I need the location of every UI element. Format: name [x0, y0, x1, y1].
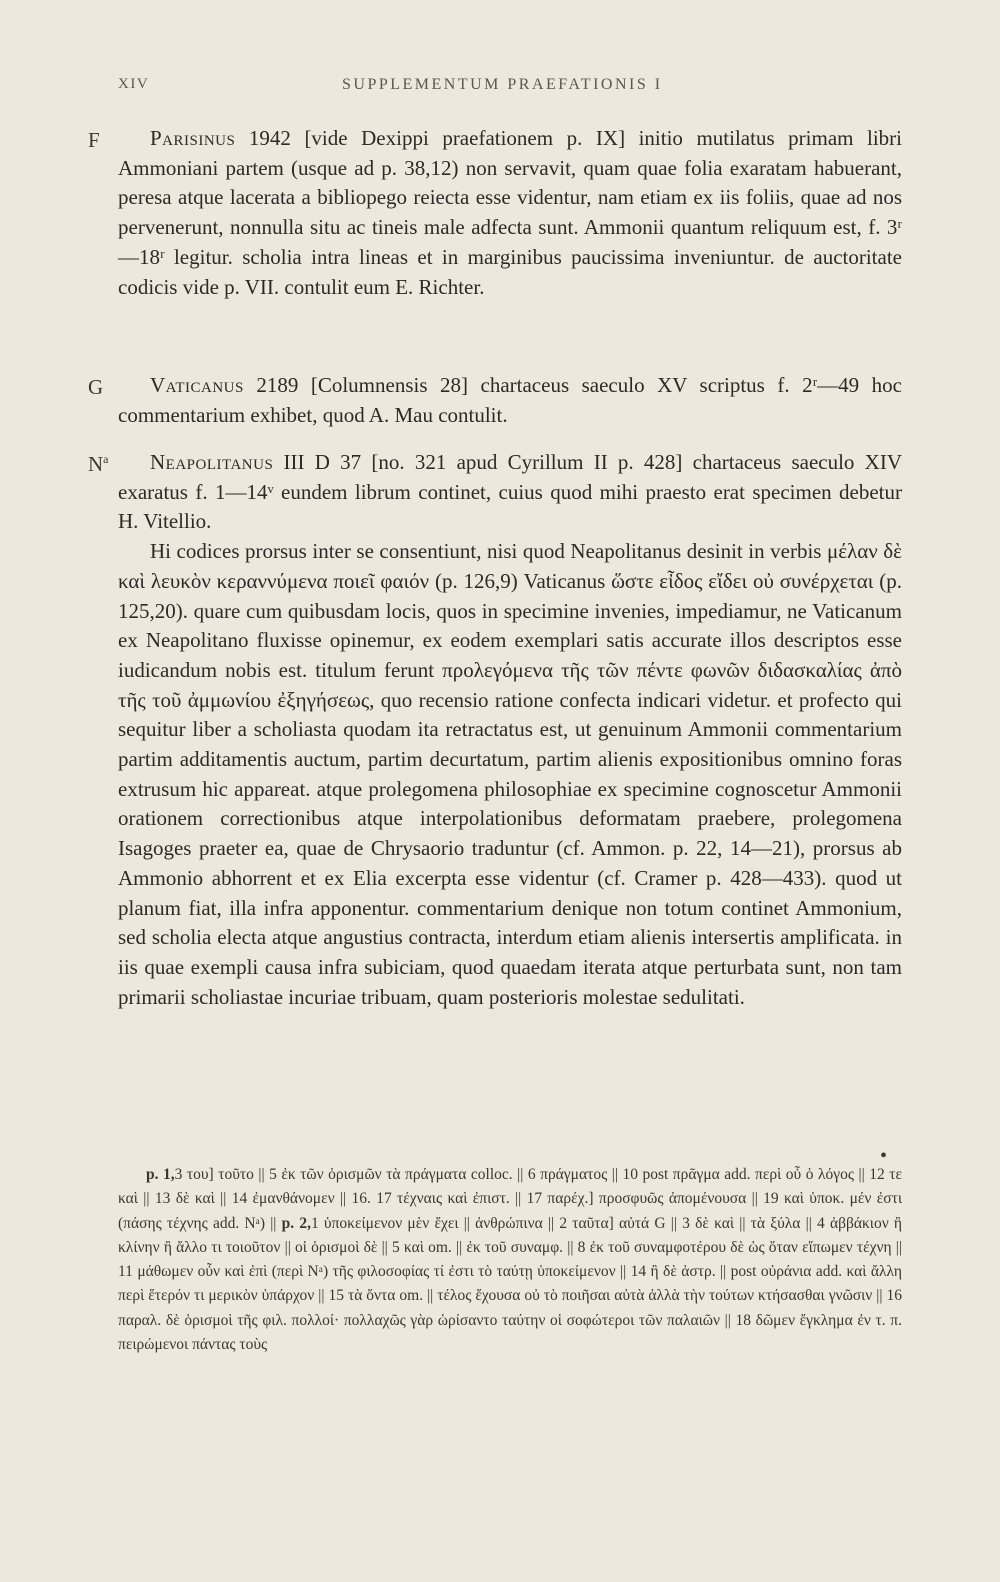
apparatus-page-1-label: p. 1, [146, 1166, 175, 1183]
siglum-na-sup: a [103, 452, 109, 466]
codex-name-na: Neapolitanus [150, 450, 274, 474]
running-head [118, 70, 678, 100]
section-na [118, 448, 902, 1012]
running-title: SUPPLEMENTUM PRAEFATIONIS I [342, 76, 663, 93]
page-number: XIV [118, 76, 150, 92]
apparatus-page-2-text: 1 ὑποκείμενον μὲν ἔχει || ἀνθρώπινα || 2 ταῦτα] αὐτά G || 3 δὲ καὶ || τὰ ξύλα || 4 ἀββάκιον ἢ κλίνην ἢ ἄλλο τι τοιοῦτον || οἱ ὁρισμοὶ δὲ || 5 καὶ om. || ἐκ τοῦ συναμφ. || 8 ἐκ τοῦ συναμφοτέρου δὲ ὡς ὅταν εἴπωμεν τέχνη || 11 μάθωμεν οὖν καὶ ἐπὶ (περὶ Nᵃ) τῆς φιλοσοφίας τί ἐστι τὸ ταύτῃ ὑποκείμενον || 14 ἢ δὲ ἀστρ. || post οὐράνια add. καὶ ἄλλη περὶ ἕτερόν τι μερικὸν ὑπάρχον || 15 τὰ ὄντα om. || τέλος ἔχουσα οὐ τὸ ποιῆσαι αὐτὰ ἀλλὰ τὴν τούτων κτήσασθαι γνῶσιν || 16 παραλ. δὲ ὁρισμοὶ τῆς φιλ. πολλοί· πολλαχῶς γὰρ ὡρίσαντο ταύτην οἱ σοφώτεροι τῶν παλαιῶν || 18 δῶμεν ἔγκλημα ἐν τ. π. πειρώμενοι πάντας τοὺς [118, 1214, 903, 1354]
codex-description-f: 1942 [vide Dexippi praefationem p. IX] initio mutilatus primam libri Ammoniani partem (usque ad p. 38,12) non servavit, quam quae folia exaratam habuerant, peresa atque lacerata a bibliopego reiecta esse videntur, nam etiam ex iis foliis, quae ad nos pervenerunt, nonnulla situ ac tineis male adfecta sunt. Ammonii quantum reliquum est, f. 3ʳ—18ʳ legitur. scholia intra lineas et in marginibus paucissima inveniuntur. de auctoritate codicis vide p. VII. contulit eum E. Richter. [118, 126, 903, 299]
codex-name-f: Parisinus [150, 126, 236, 150]
section-g [118, 371, 902, 430]
critical-apparatus [118, 1163, 902, 1357]
siglum-na-letter: N [88, 452, 104, 476]
marginal-mark: • [880, 1145, 888, 1167]
codex-name-g: Vaticanus [150, 373, 244, 397]
siglum-g: G [88, 375, 104, 399]
discussion-paragraph: Hi codices prorsus inter se consentiunt, nisi quod Neapolitanus desinit in verbis μέλαν δὲ καὶ λευκὸν κεραννύμενα ποιεῖ φαιόν (p. 126,9) Vaticanus ὥστε εἶδος εἴδει οὐ συνέρχεται (p. 125,20). quare cum quibusdam locis, quos in specimine invenies, impediamur, ne Vaticanum ex Neapolitano fluxisse opinemur, ex eodem exemplari satis accurate illos descriptos esse iudicandum nobis est. titulum ferunt προλεγόμενα τῆς τῶν πέντε φωνῶν διδασκαλίας ἀπὸ τῆς τοῦ ἀμμωνίου ἐξηγήσεως, quo recensio ratione confecta indicari videtur. et profecto qui sequitur liber a scholiasta quodam ita retractatus est, ut genuinum Ammonii commentarium partim additamentis auctum, partim decurtatum, partim alienis expositionibus omnino foras extrusum hic appareat. atque prolegomena philosophiae ex specimine cognoscetur Ammonii orationem correctionibus atque interpolationibus deformatam praebere, prolegomena Isagoges praeter ea, quae de Chrysaorio traduntur (cf. Ammon. p. 22, 14—21), prorsus ab Ammonio abhorrent et ex Elia excerpta esse videntur (cf. Cramer p. 428—433). quod ut planum fiat, illa infra apponentur. commentarium denique non totum continet Ammonium, sed scholia electa atque angustius contracta, interdum etiam alienis intersertis amplificata. in iis quae exempli causa infra subiciam, quod quaedam iterata atque perturbata sunt, non tam primarii scholiastae incuriae tribuam, quam posterioris molestae sedulitati. [118, 539, 902, 1009]
codex-description-g: 2189 [Columnensis 28] chartaceus saeculo XV scriptus f. 2ʳ—49 hoc commentarium exhibet, quod A. Mau contulit. [118, 373, 902, 427]
apparatus-page-2-label: p. 2, [281, 1214, 311, 1232]
apparatus-page-1-text: 3 του] τοῦτο || 5 ἐκ τῶν ὁρισμῶν τὰ πράγματα colloc. || 6 πράγματος || 10 post πρᾶγμα add. περὶ οὗ ὁ λόγος || 12 τε καὶ || 13 δὲ καὶ || 14 ἐμανθάνομεν || 16. 17 τέχναις καὶ ἐπιστ. || 17 παρέχ.] προσφυῶς ἀπομένουσα || 19 καὶ ὑποκ. μέν ἐστι (πάσης τέχνης add. Nᵃ) || [118, 1166, 902, 1232]
section-f [118, 124, 902, 302]
siglum-na [88, 452, 109, 477]
codex-description-na: III D 37 [no. 321 apud Cyrillum II p. 428] chartaceus saeculo XIV exaratus f. 1—14ᵛ eundem librum continet, cuius quod mihi praesto erat specimen debetur H. Vitellio. [118, 450, 902, 534]
siglum-f: F [88, 128, 100, 152]
